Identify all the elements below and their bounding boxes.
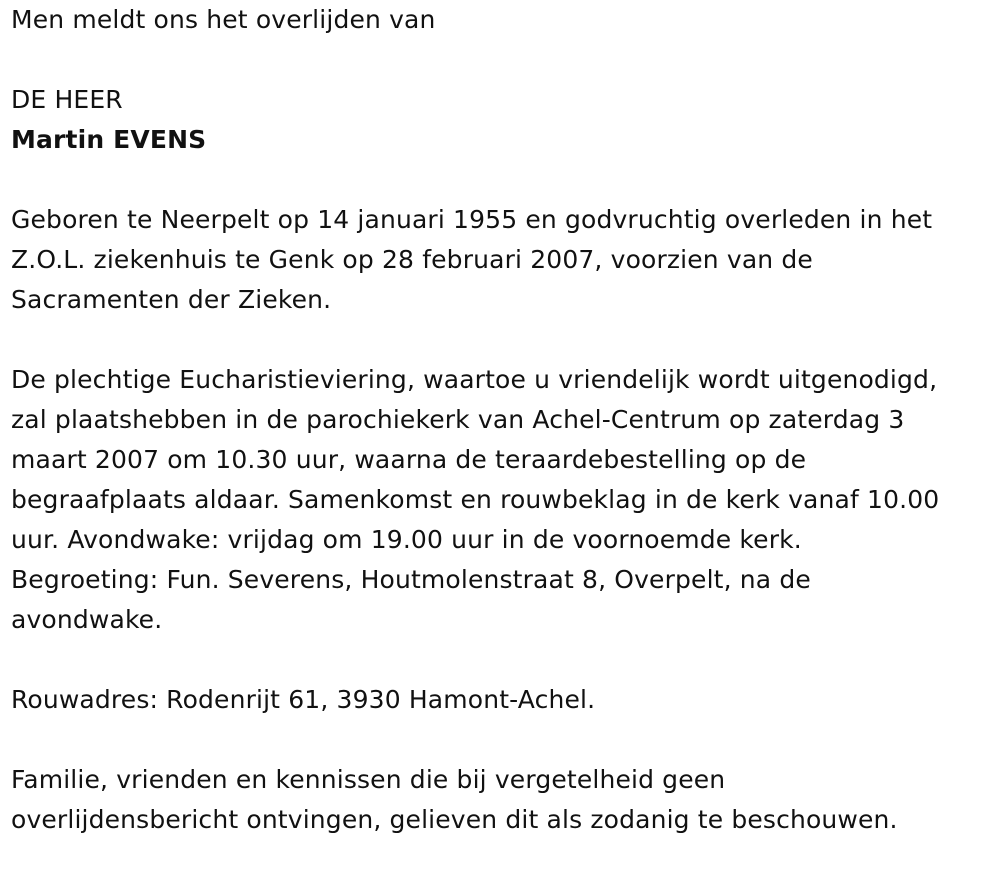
deceased-name: Martin EVENS bbox=[11, 125, 207, 154]
ceremony-line-4: begraafplaats aldaar. Samenkomst en rouwbeklag in de kerk vanaf 10.00 bbox=[11, 485, 940, 514]
closing-line-1: Familie, vrienden en kennissen die bij vergetelheid geen bbox=[11, 765, 726, 794]
title-line: DE HEER bbox=[11, 85, 123, 114]
ceremony-line-5: uur. Avondwake: vrijdag om 19.00 uur in de voornoemde kerk. bbox=[11, 525, 802, 554]
ceremony-line-7: avondwake. bbox=[11, 605, 163, 634]
mourning-address: Rouwadres: Rodenrijt 61, 3930 Hamont-Achel. bbox=[11, 685, 596, 714]
ceremony-line-6: Begroeting: Fun. Severens, Houtmolenstraat 8, Overpelt, na de bbox=[11, 565, 811, 594]
spacer bbox=[11, 720, 991, 760]
ceremony-line-1: De plechtige Eucharistieviering, waartoe u vriendelijk wordt uitgenodigd, bbox=[11, 365, 938, 394]
ceremony-paragraph bbox=[11, 360, 991, 640]
birth-line-1: Geboren te Neerpelt op 14 januari 1955 en godvruchtig overleden in het bbox=[11, 205, 933, 234]
ceremony-line-2: zal plaatshebben in de parochiekerk van Achel-Centrum op zaterdag 3 bbox=[11, 405, 905, 434]
intro-line: Men meldt ons het overlijden van bbox=[11, 5, 436, 34]
ceremony-line-3: maart 2007 om 10.30 uur, waarna de teraardebestelling op de bbox=[11, 445, 807, 474]
spacer bbox=[11, 320, 991, 360]
birth-line-2: Z.O.L. ziekenhuis te Genk op 28 februari 2007, voorzien van de bbox=[11, 245, 813, 274]
obituary-notice bbox=[11, 0, 991, 840]
birth-line-3: Sacramenten der Zieken. bbox=[11, 285, 332, 314]
spacer bbox=[11, 160, 991, 200]
closing-paragraph bbox=[11, 760, 991, 840]
closing-line-2: overlijdensbericht ontvingen, gelieven dit als zodanig te beschouwen. bbox=[11, 805, 898, 834]
birth-paragraph bbox=[11, 200, 991, 320]
spacer bbox=[11, 640, 991, 680]
spacer bbox=[11, 40, 991, 80]
